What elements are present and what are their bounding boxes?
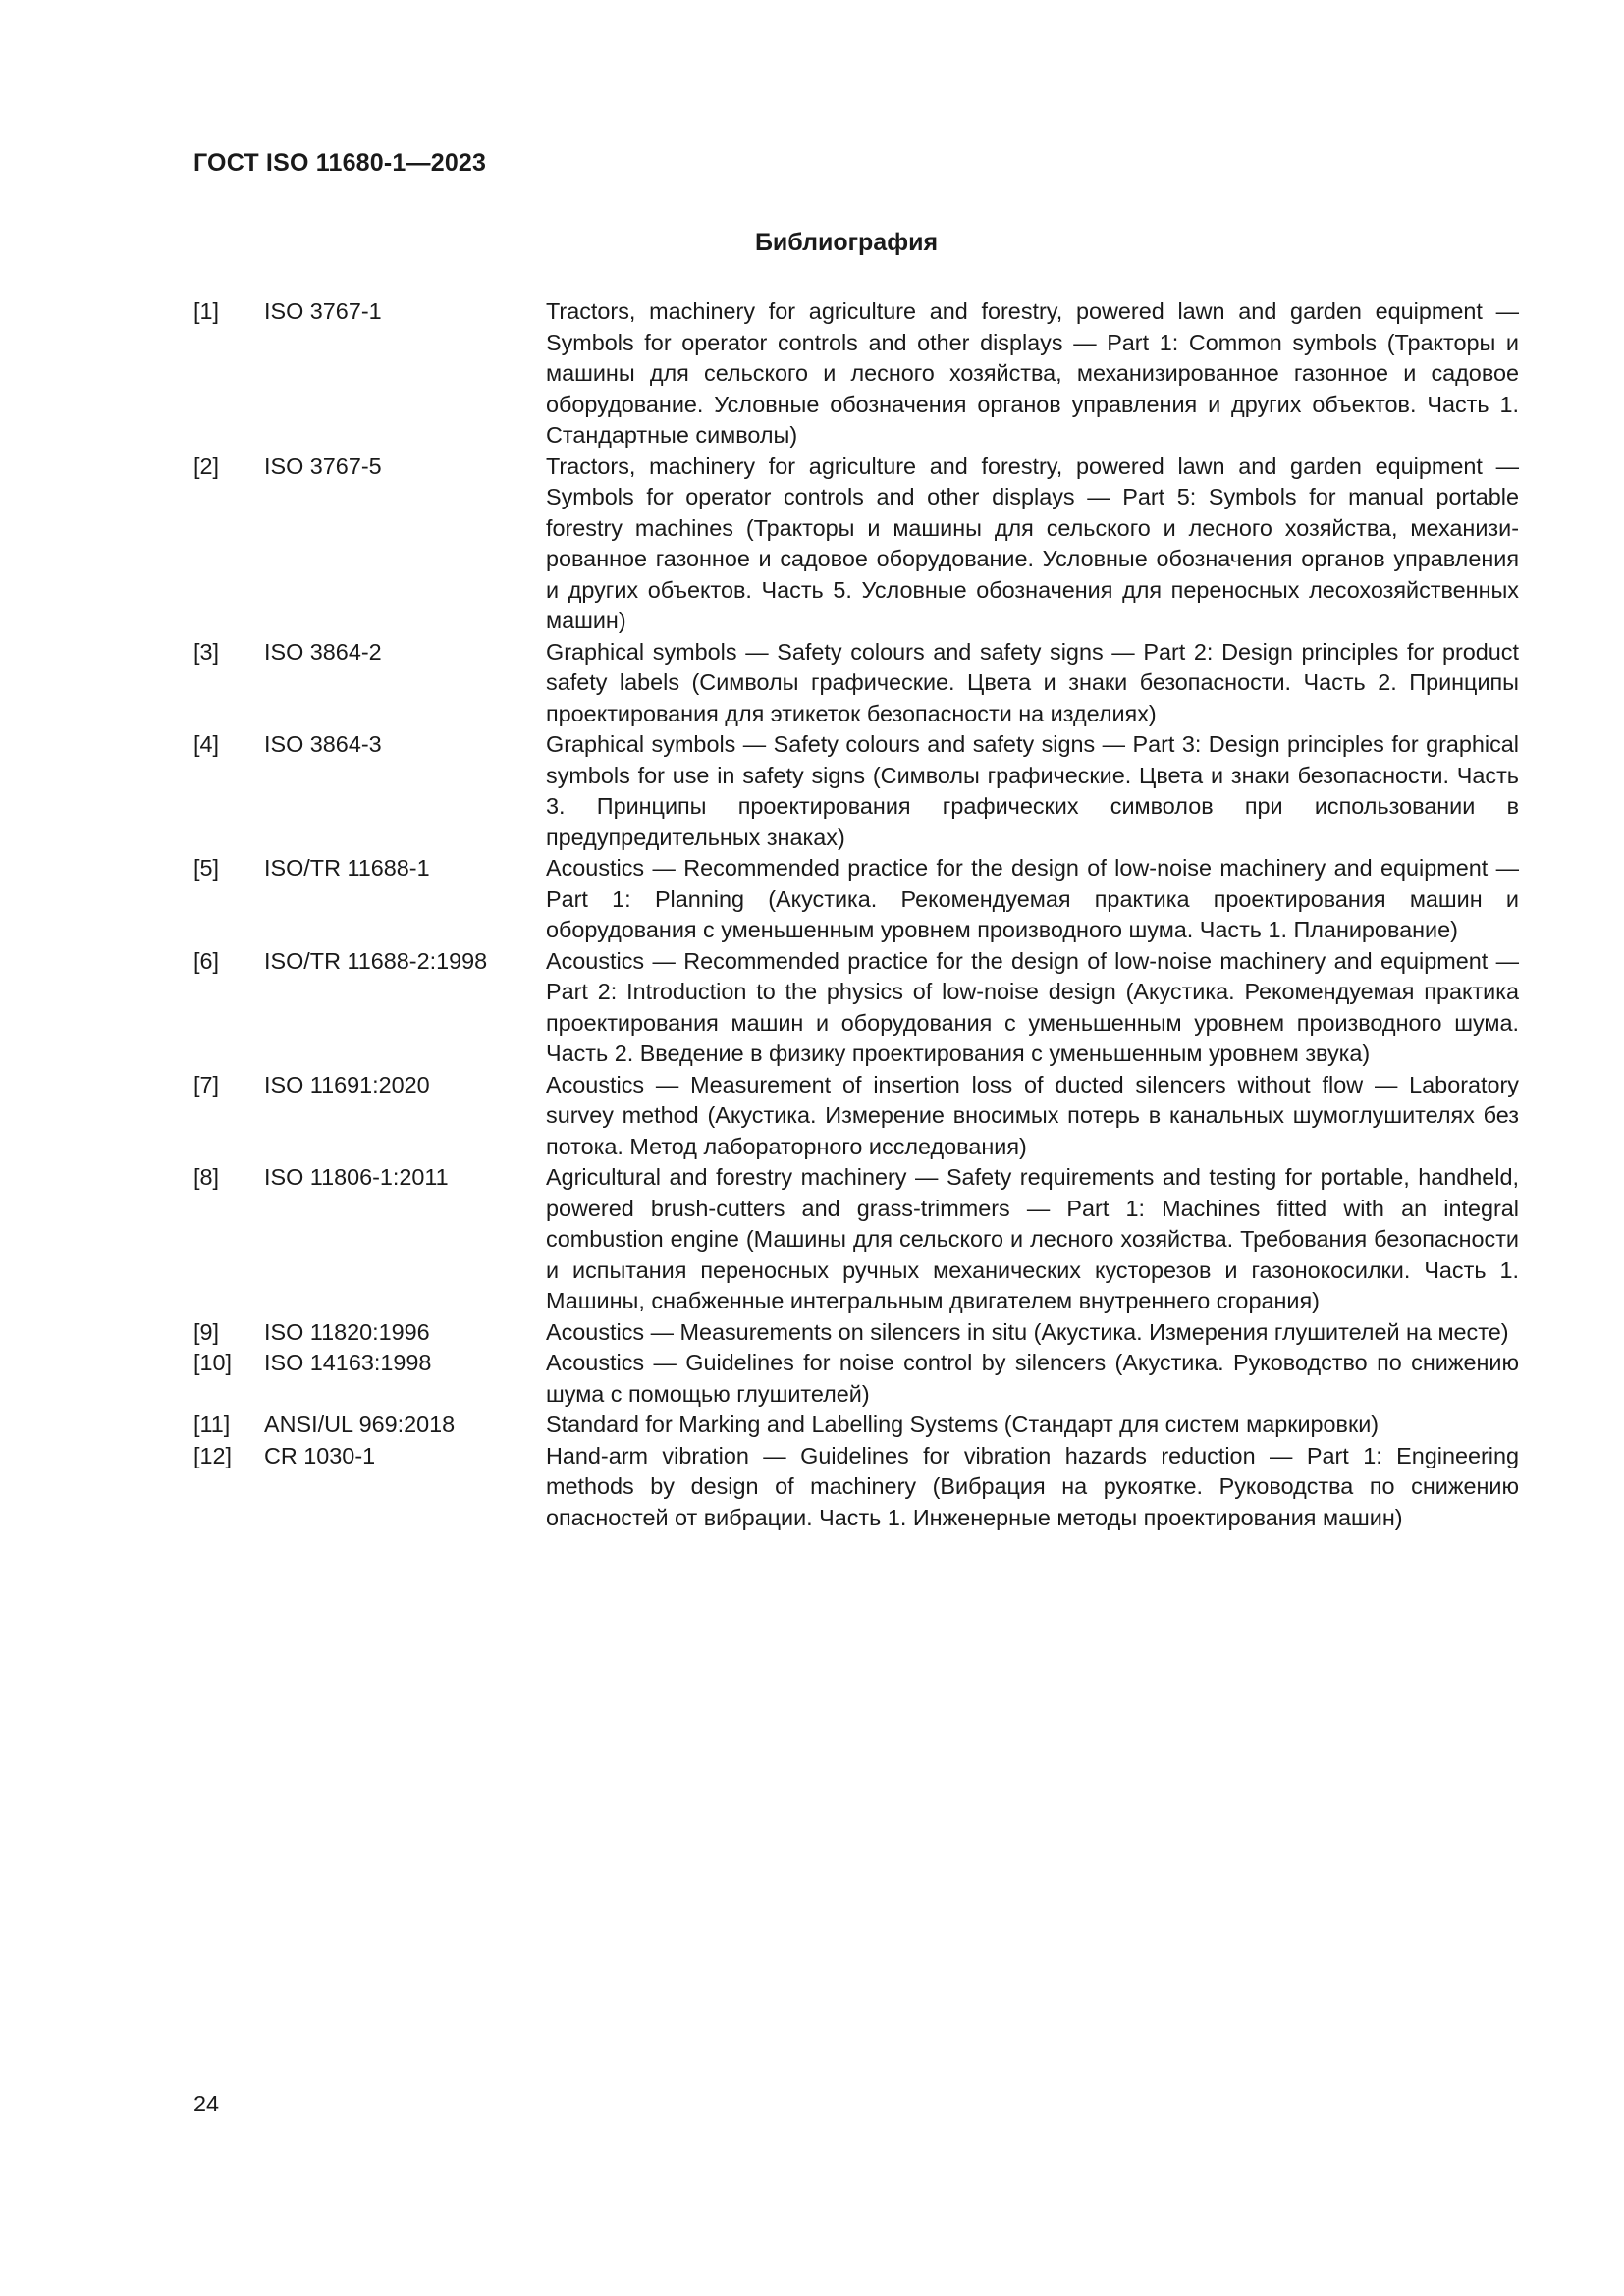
entry-number: [12]: [193, 1442, 233, 1468]
entry-standard-code: ISO 11806-1:2011: [264, 1164, 449, 1190]
entry-standard-code: ISO 11691:2020: [264, 1071, 430, 1097]
bibliography-entry: [193, 946, 1519, 1070]
entry-standard-code: ISO 3767-1: [264, 298, 382, 324]
entry-title: Acoustics — Recommended practice for the design of low-noise machinery and equipment — Part 1: Planning (Акустика. Рекомендуемая практика проектирования машин и оборудования с уменьшенным уровнем производного шума. Часть 1. Планирование): [546, 855, 1519, 942]
bibliography-entry: [193, 1410, 1519, 1441]
entry-standard-code: ISO/TR 11688-2:1998: [264, 947, 488, 974]
entry-title: Standard for Marking and Labelling Systems (Стандарт для систем маркировки): [546, 1412, 1380, 1437]
entry-number: [11]: [193, 1412, 231, 1437]
bibliography-entry: [193, 1441, 1519, 1534]
entry-number: [1]: [193, 298, 220, 324]
entry-standard-code: CR 1030-1: [264, 1442, 376, 1468]
entry-title: Graphical symbols — Safety colours and safety signs — Part 2: Design principles for product safety labels (Символы графические. Цвета и знаки безопасности. Часть 2. Принципы проектирования для этикеток безопасности на изделиях): [546, 638, 1519, 726]
entry-number: [9]: [193, 1318, 220, 1345]
entry-standard-code: ISO 3864-2: [264, 638, 382, 665]
entry-number: [5]: [193, 855, 220, 881]
entry-title: Tractors, machinery for agriculture and forestry, powered lawn and garden equipment — Symbols for operator controls and other displays — Part 5: Symbols for manual portable forestry machines (Тракторы и машины для сельского и лесного хозяйства, механизированное газонное и садовое оборудование. Условные обозначения органов управления и других объектов. Часть 5. Условные обозначения для переносных лесохозяйственных машин): [546, 453, 1519, 633]
entry-title: Hand-arm vibration — Guidelines for vibration hazards reduction — Part 1: Engineering methods by design of machinery (Вибрация на рукоятке. Руководства по снижению опасностей от вибрации. Часть 1. Инженерные методы проектирования машин): [546, 1442, 1519, 1530]
entry-number: [2]: [193, 453, 220, 479]
bibliography-entry: [193, 452, 1519, 637]
entry-standard-code: ISO 3864-3: [264, 731, 382, 757]
entry-title: Acoustics — Recommended practice for the design of low-noise machinery and equipment — Part 2: Introduction to the physics of low-noise design (Акустика. Рекомендуемая практика проектирования машин и оборудования с уменьшенным уровнем производного шума. Часть 2. Введение в физику проектирования с уменьшенным уровнем звука): [546, 947, 1519, 1066]
entry-number: [7]: [193, 1071, 220, 1097]
entry-title: Tractors, machinery for agriculture and forestry, powered lawn and garden equipment — Symbols for operator controls and other displays — Part 1: Common symbols (Тракторы и машины для сельского и лесного хозяйства, механизированное газонное и садовое оборудование. Условные обозначения органов управления и других объектов. Часть 1. Стандартные символы): [546, 298, 1519, 448]
entry-number: [8]: [193, 1164, 220, 1190]
bibliography-list: [193, 296, 1519, 1533]
entry-standard-code: ANSI/UL 969:2018: [264, 1412, 456, 1437]
bibliography-entry: [193, 637, 1519, 730]
entry-number: [10]: [193, 1350, 233, 1375]
bibliography-entry: [193, 1348, 1519, 1410]
entry-standard-code: ISO 3767-5: [264, 453, 382, 479]
section-title: Библиография: [754, 229, 939, 256]
entry-title: Acoustics — Measurement of insertion loss of ducted silencers without flow — Laboratory survey method (Акустика. Измерение вносимых потерь в канальных шумоглушителях без потока. Метод лабораторного исследования): [546, 1071, 1519, 1159]
entry-title: Agricultural and forestry machinery — Safety requirements and testing for portable, handheld, powered brush-cutters and grass-trimmers — Part 1: Machines fitted with an integral combustion engine (Машины для сельского и лесного хозяйства. Требования безопасности и испытания переносных ручных механических кусторезов и газонокосилки. Часть 1. Машины, снабженные интегральным двигателем внутреннего сгорания): [546, 1164, 1519, 1313]
bibliography-entry: [193, 853, 1519, 946]
entry-number: [6]: [193, 947, 220, 974]
entry-standard-code: ISO 14163:1998: [264, 1350, 432, 1375]
bibliography-entry: [193, 729, 1519, 853]
entry-title: Acoustics — Measurements on silencers in situ (Акустика. Измерения глушителей на месте): [546, 1318, 1509, 1345]
entry-standard-code: ISO/TR 11688-1: [264, 855, 430, 881]
entry-number: [4]: [193, 731, 220, 757]
bibliography-entry: [193, 1162, 1519, 1317]
entry-title: Acoustics — Guidelines for noise control by silencers (Акустика. Руководство по снижению шума с помощью глушителей): [546, 1350, 1519, 1407]
document-header: ГОСТ ISO 11680-1—2023: [193, 149, 487, 177]
entry-number: [3]: [193, 638, 220, 665]
entry-standard-code: ISO 11820:1996: [264, 1318, 430, 1345]
entry-title: Graphical symbols — Safety colours and safety signs — Part 3: Design principles for graphical symbols for use in safety signs (Символы графические. Цвета и знаки безопасности. Часть 3. Принципы проектирования графических символов при использовании в предупредительных знаках): [546, 731, 1519, 850]
bibliography-entry: [193, 1070, 1519, 1163]
page-number: 24: [193, 2091, 220, 2116]
bibliography-entry: [193, 1317, 1519, 1349]
bibliography-entry: [193, 296, 1519, 452]
